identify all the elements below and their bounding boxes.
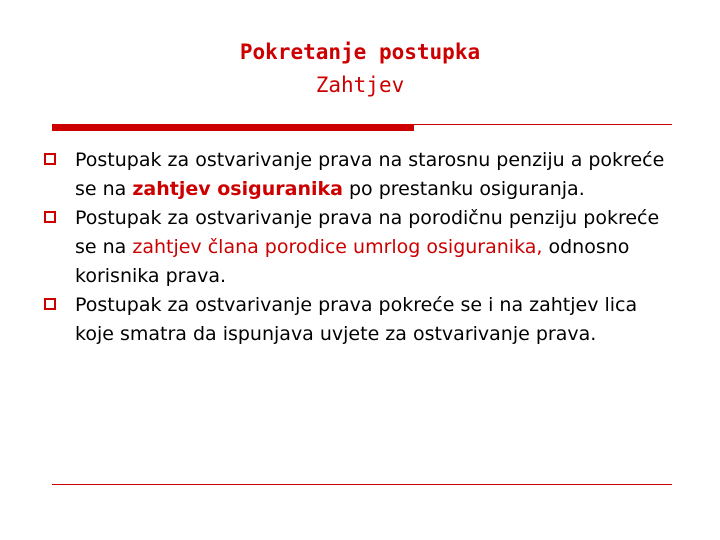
bullet-list	[40, 146, 680, 349]
bullet-item-2	[40, 204, 680, 291]
bullet-2-text-end: odnosno korisnika prava.	[75, 236, 630, 287]
bullet-3-text: Postupak za ostvarivanje prava pokreće se i na zahtjev lica koje smatra da ispunjava uvjete za ostvarivanje prava.	[75, 294, 638, 345]
bullet-item-3	[40, 291, 680, 349]
bullet-1-highlight: zahtjev osiguranika	[132, 178, 343, 200]
title-divider-thick	[52, 124, 414, 131]
title-line-2: Zahtjev	[315, 73, 405, 97]
hollow-square-bullet-icon	[44, 153, 56, 165]
hollow-square-bullet-icon	[44, 298, 56, 310]
bullet-item-1	[40, 146, 680, 204]
bullet-2-highlight: zahtjev člana porodice umrlog osiguranika,	[132, 236, 543, 258]
title-line-1: Pokretanje postupka	[239, 40, 481, 64]
footer-divider	[52, 484, 672, 485]
title-divider-thin	[414, 124, 672, 125]
hollow-square-bullet-icon	[44, 211, 56, 223]
bullet-1-text: Postupak za ostvarivanje prava na starosnu penziju a pokreće se na	[75, 149, 665, 200]
bullet-1-text-end: po prestanku osiguranja.	[342, 178, 585, 200]
slide-title	[0, 36, 720, 102]
bullet-2-text: Postupak za ostvarivanje prava na porodičnu penziju pokreće se na	[75, 207, 660, 258]
